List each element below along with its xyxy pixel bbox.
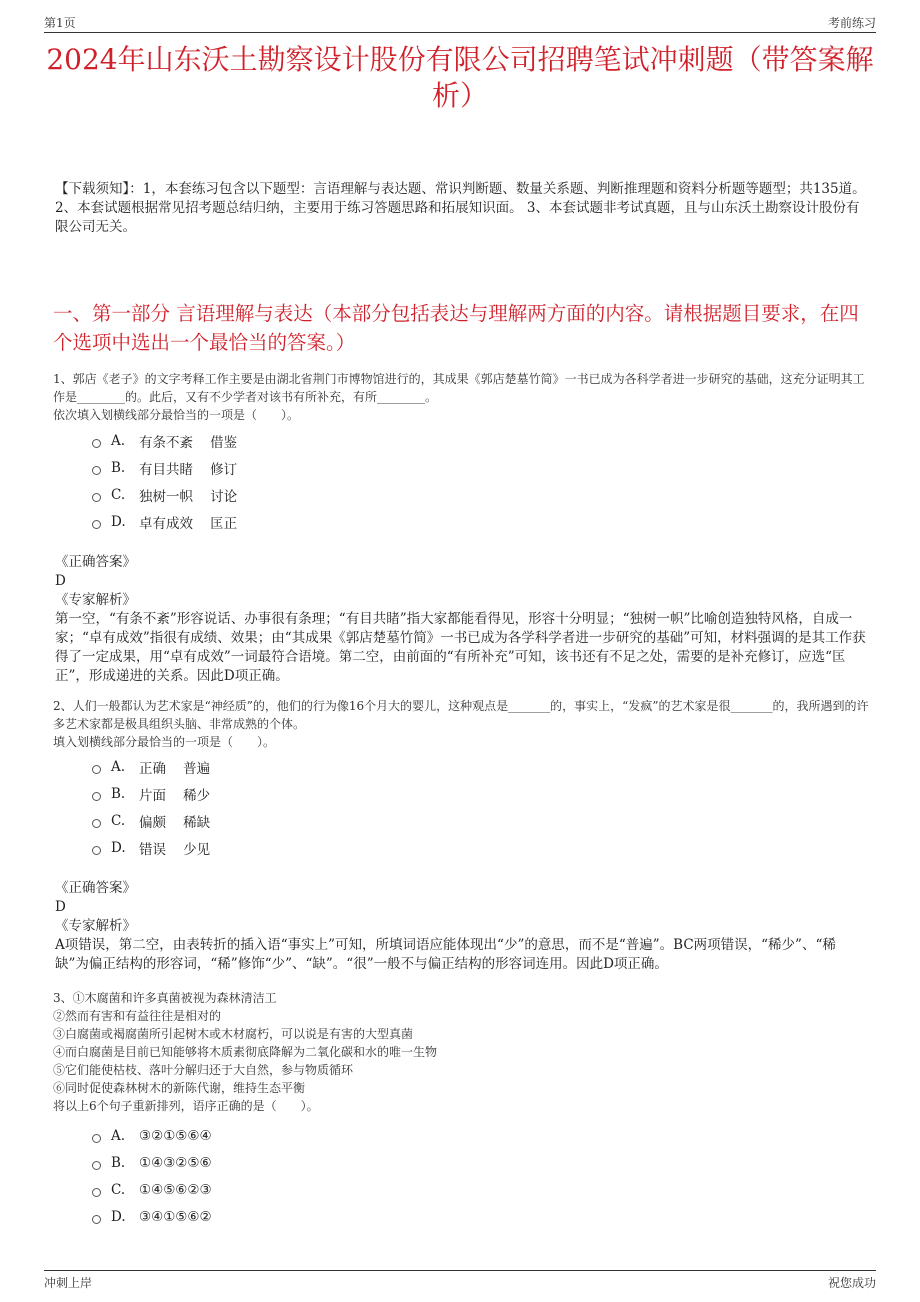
question-stem-text: 2、人们一般都认为艺术家是“神经质”的，他们的行为像16个月大的婴儿，这种观点是_______的，事实上，“发疯”的艺术家是很_______的，我所遇到的许多艺术家都是极具组织头脑、非常成熟的个体。 xyxy=(53,699,869,731)
answer-value: D xyxy=(55,899,66,915)
radio-icon[interactable] xyxy=(92,1188,101,1197)
header-label: 考前练习 xyxy=(827,16,876,30)
question-stem-line: ⑥同时促使森林树木的新陈代谢，维持生态平衡 xyxy=(53,1081,306,1095)
answer-label: 《正确答案》 xyxy=(55,880,136,896)
radio-icon[interactable] xyxy=(92,466,101,475)
option-d[interactable]: D. 错误 少见 xyxy=(92,834,210,861)
question-stem-line: 3、①木腐菌和许多真菌被视为森林清洁工 xyxy=(53,991,277,1005)
radio-icon[interactable] xyxy=(92,819,101,828)
question-2-stem xyxy=(53,697,872,751)
question-1-options xyxy=(92,427,237,535)
answer-label: 《正确答案》 xyxy=(55,554,136,570)
footer-left-text: 冲刺上岸 xyxy=(44,1276,93,1290)
document-title: 2024年山东沃土勘察设计股份有限公司招聘笔试冲刺题（带答案解析） xyxy=(46,43,874,112)
question-3-stem xyxy=(53,989,872,1115)
question-3-options xyxy=(92,1122,212,1230)
radio-icon[interactable] xyxy=(92,765,101,774)
analysis-text: A项错误，第二空，由表转折的插入语“事实上”可知，所填词语应能体现出“少”的意思，而不是“普遍”。BC两项错误，“稀少”、“稀缺”为偏正结构的形容词，“稀”修饰“少”、“缺”。“很”一般不与偏正结构的形容词连用。因此D项正确。 xyxy=(55,937,836,972)
download-notice: 【下载须知】：1，本套练习包含以下题型：言语理解与表达题、常识判断题、数量关系题、判断推理题和资料分析题等题型；共135道。 2、本套试题根据常见招考题总结归纳，主要用于练习答题思路和拓展知识面。 3、本套试题非考试真题，且与山东沃土勘察设计股份有限公司无关。 xyxy=(55,181,866,235)
footer-right-text: 祝您成功 xyxy=(827,1276,876,1290)
section-heading: 一、第一部分 言语理解与表达（本部分包括表达与理解两方面的内容。请根据题目要求，在四个选项中选出一个最恰当的答案。） xyxy=(53,302,859,354)
radio-icon[interactable] xyxy=(92,792,101,801)
option-c[interactable]: C. ①④⑤⑥②③ xyxy=(92,1176,212,1203)
radio-icon[interactable] xyxy=(92,1215,101,1224)
question-stem-text: 1、郭店《老子》的文字考释工作主要是由湖北省荆门市博物馆进行的，其成果《郭店楚墓竹简》一书已成为各科学者进一步研究的基础，这充分证明其工作是________的。此后，又有不少学者对该书有所补充，有所________。 xyxy=(53,372,865,404)
radio-icon[interactable] xyxy=(92,1161,101,1170)
question-prompt: 将以上6个句子重新排列，语序正确的是（ ）。 xyxy=(53,1099,319,1113)
option-d[interactable]: D. ③④①⑤⑥② xyxy=(92,1203,212,1230)
question-stem-line: ④而白腐菌是目前已知能够将木质素彻底降解为二氧化碳和水的唯一生物 xyxy=(53,1045,438,1059)
option-b[interactable]: B. 片面 稀少 xyxy=(92,780,210,807)
radio-icon[interactable] xyxy=(92,439,101,448)
question-1-answer-block xyxy=(55,553,868,686)
question-stem-line: ②然而有害和有益往往是相对的 xyxy=(53,1009,222,1023)
radio-icon[interactable] xyxy=(92,520,101,529)
radio-icon[interactable] xyxy=(92,493,101,502)
question-1-stem xyxy=(53,370,872,424)
option-b[interactable]: B. ①④③②⑤⑥ xyxy=(92,1149,212,1176)
page-number: 第1页 xyxy=(44,16,76,30)
answer-value: D xyxy=(55,573,66,589)
option-d[interactable]: D. 卓有成效 匡正 xyxy=(92,508,237,535)
question-prompt: 填入划横线部分最恰当的一项是（ ）。 xyxy=(53,735,276,749)
page-footer xyxy=(44,1270,876,1291)
analysis-label: 《专家解析》 xyxy=(55,918,136,934)
option-a[interactable]: A. ③②①⑤⑥④ xyxy=(92,1122,212,1149)
radio-icon[interactable] xyxy=(92,1134,101,1143)
analysis-text: 第一空，“有条不紊”形容说话、办事很有条理；“有目共睹”指大家都能看得见，形容十分明显；“独树一帜”比喻创造独特风格，自成一家；“卓有成效”指很有成绩、效果；由“其成果《郭店楚墓竹简》一书已成为各学科学者进一步研究的基础”可知，材料强调的是其工作获得了一定成果，用“卓有成效”一词最符合语境。第二空，由前面的“有所补充”可知，该书还有不足之处，需要的是补充修订，应选“匡正”，形成递进的关系。因此D项正确。 xyxy=(55,611,866,684)
question-2-options xyxy=(92,753,210,861)
radio-icon[interactable] xyxy=(92,846,101,855)
question-prompt: 依次填入划横线部分最恰当的一项是（ ）。 xyxy=(53,408,300,422)
analysis-label: 《专家解析》 xyxy=(55,592,136,608)
option-c[interactable]: C. 偏颇 稀缺 xyxy=(92,807,210,834)
page-header xyxy=(44,12,876,33)
option-b[interactable]: B. 有目共睹 修订 xyxy=(92,454,237,481)
option-c[interactable]: C. 独树一帜 讨论 xyxy=(92,481,237,508)
question-2-answer-block xyxy=(55,879,868,974)
question-stem-line: ⑤它们能使枯枝、落叶分解归还于大自然，参与物质循环 xyxy=(53,1063,354,1077)
option-a[interactable]: A. 正确 普遍 xyxy=(92,753,210,780)
question-stem-line: ③白腐菌或褐腐菌所引起树木或木材腐朽，可以说是有害的大型真菌 xyxy=(53,1027,414,1041)
option-a[interactable]: A. 有条不紊 借鉴 xyxy=(92,427,237,454)
